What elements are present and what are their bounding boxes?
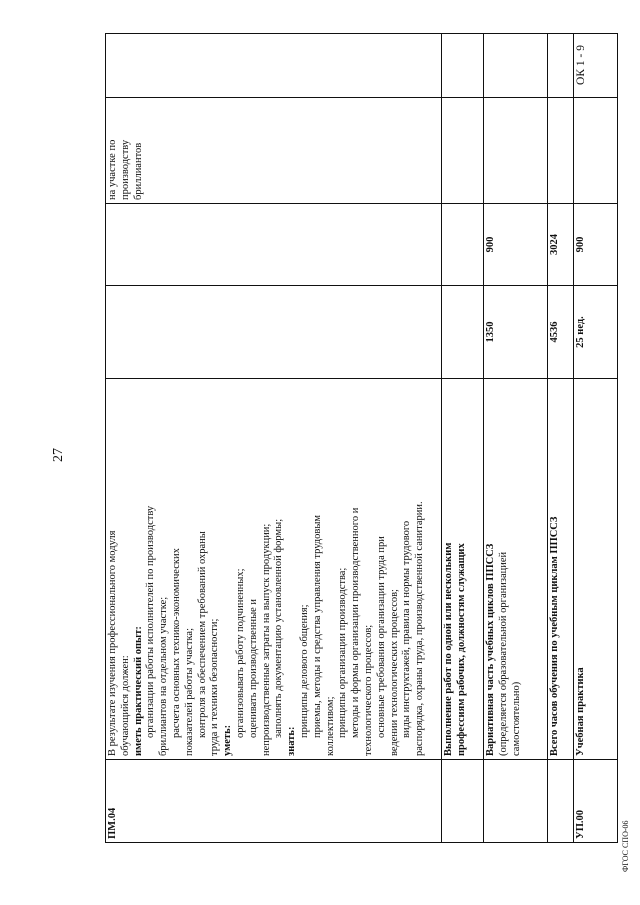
variative-code <box>484 759 547 842</box>
worker-description <box>442 378 483 759</box>
worker-code <box>442 759 483 842</box>
pm04-discipline-line: бриллиантов <box>132 142 144 200</box>
variative-description <box>484 378 547 759</box>
pm04-competencies <box>106 33 441 97</box>
worker-max-hours <box>442 285 483 378</box>
pm04-description-line: бриллиантов на отдельном участке; <box>158 596 170 756</box>
pm04-description-line: заполнять документацию установленной формы; <box>273 518 285 738</box>
pm04-description-line: контроля за обеспечением требований охраны <box>196 531 208 738</box>
pm04-description-line: виды инструктажей, правила и нормы трудового <box>401 520 413 738</box>
pm04-description-line: принципы делового общения; <box>298 604 310 738</box>
pm04-max-hours <box>106 285 441 378</box>
total-competencies <box>548 33 573 97</box>
pm04-description-line: оценивать производственные и <box>247 598 259 738</box>
pm04-description-line: организации работы исполнителей по производству <box>145 505 157 738</box>
variative-line: Вариативная часть учебных циклов ППССЗ <box>485 543 496 756</box>
variative-max-hours: 1350 <box>484 285 547 378</box>
variative-line: (определяется образовательной организацией <box>497 551 509 756</box>
curriculum-table <box>105 33 618 843</box>
pm04-description-line: показателей работы участка; <box>183 628 195 756</box>
page-number: 27 <box>51 448 66 462</box>
worker-required-hours <box>442 203 483 285</box>
pm04-description-line: приемы, методы и средства управления трудовым <box>311 514 323 738</box>
pm04-disciplines <box>106 97 441 203</box>
practice-required-hours: 900 <box>574 203 618 285</box>
worker-disciplines <box>442 97 483 203</box>
practice-competencies: ОК 1 - 9 <box>575 45 587 85</box>
pm04-description-line: технологического процессов; <box>362 624 374 756</box>
variative-disciplines <box>484 97 547 203</box>
worker-competencies <box>442 33 483 97</box>
pm04-description-line: методы и формы организации производственного и <box>350 507 362 738</box>
worker-line: профессиям рабочих, должностям служащих <box>455 543 467 756</box>
pm04-discipline-line: производству <box>119 139 131 200</box>
total-label: Всего часов обучения по учебным циклам ППССЗ <box>548 378 573 759</box>
pm04-description-line: труда и техники безопасности; <box>209 618 221 756</box>
table-row-pm04 <box>106 33 442 842</box>
pm04-description-line: уметь: <box>222 724 234 756</box>
practice-label: Учебная практика <box>574 378 618 759</box>
footer-code: ФГОС СПО-06 <box>621 820 630 872</box>
pm04-description-line: В результате изучения профессионального модуля <box>107 530 118 756</box>
total-disciplines <box>548 97 573 203</box>
table-row-variative <box>484 33 548 842</box>
pm04-description-line: расчета основных технико-экономических <box>170 548 182 738</box>
pm04-description <box>106 378 441 759</box>
pm04-description-line: принципы организации производства; <box>337 567 349 738</box>
worker-line: Выполнение работ по одной или нескольким <box>443 542 454 756</box>
table-row-total <box>548 33 574 842</box>
pm04-description-line: обучающийся должен: <box>119 655 131 756</box>
pm04-description-line: знать: <box>286 726 298 756</box>
pm04-description-line: основные требования организации труда при <box>375 536 387 738</box>
pm04-code: ПМ.04 <box>106 759 441 842</box>
total-required-hours: 3024 <box>548 203 573 285</box>
pm04-description-line: иметь практический опыт: <box>132 626 144 756</box>
table-row-practice <box>574 33 618 842</box>
practice-code: УП.00 <box>574 759 618 842</box>
pm04-description-line: ведении технологических процессов; <box>388 589 400 756</box>
variative-required-hours: 900 <box>484 203 547 285</box>
pm04-description-line: распорядка, охраны труда, производственной санитарии. <box>414 501 426 756</box>
pm04-description-line: непроизводственные затраты на выпуск продукции; <box>260 523 272 756</box>
pm04-description-line: организовывать работу подчиненных; <box>234 568 246 738</box>
variative-line: самостоятельно) <box>510 681 522 756</box>
total-code <box>548 759 573 842</box>
pm04-description-line: коллективом; <box>324 696 336 756</box>
table-viewport <box>105 33 618 843</box>
pm04-required-hours <box>106 203 441 285</box>
table-row-worker <box>442 33 484 842</box>
practice-max-hours: 25 нед. <box>574 285 618 378</box>
practice-disciplines <box>574 97 618 203</box>
variative-competencies <box>484 33 547 97</box>
total-max-hours: 4536 <box>548 285 573 378</box>
pm04-discipline-line: на участке по <box>107 139 118 200</box>
